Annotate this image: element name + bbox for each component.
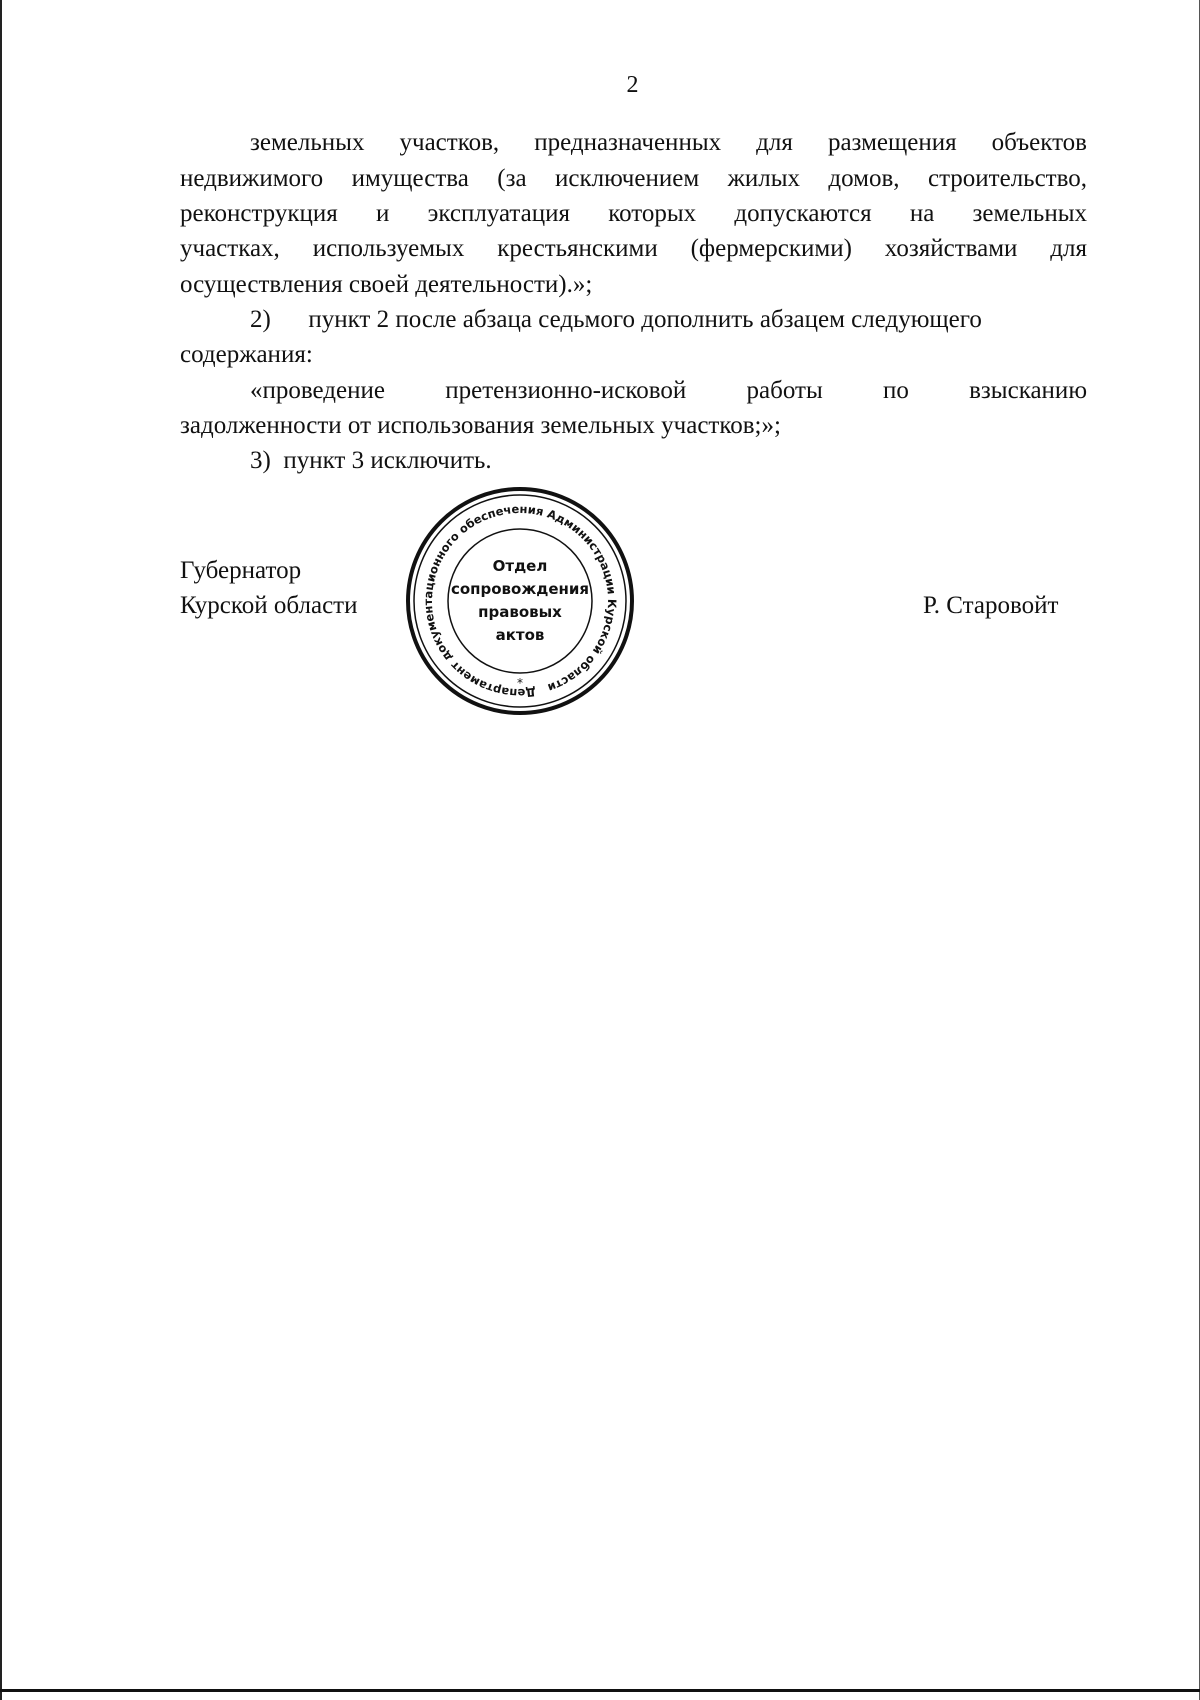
stamp-center-line4: актов — [495, 626, 545, 644]
body-line: реконструкция и эксплуатация которых допускаются на земельных — [180, 200, 1087, 227]
body-line: задолженности от использования земельных участков;»; — [180, 412, 781, 439]
stamp-ring-text: Департамент документационного обеспечения Администрации Курской области — [420, 501, 620, 701]
body-line: 2) пункт 2 после абзаца седьмого дополнить абзацем следующего — [250, 306, 982, 333]
stamp-center-line3: правовых — [478, 603, 562, 621]
body-line: осуществления своей деятельности).»; — [180, 271, 593, 298]
body-line: земельных участков, предназначенных для размещения объектов — [250, 129, 1087, 156]
page-border-left — [0, 0, 2, 1700]
body-line: участках, используемых крестьянскими (фермерскими) хозяйствами для — [180, 235, 1087, 262]
signatory-position-line1: Губернатор — [180, 557, 302, 584]
signatory-position-line2: Курской области — [180, 592, 358, 619]
stamp-center-line2: сопровождения — [450, 580, 590, 598]
signatory-name: Р. Старовойт — [923, 592, 1059, 619]
official-stamp — [395, 476, 645, 726]
page-number: 2 — [626, 72, 639, 98]
svg-text:Департамент документационного — [421, 502, 619, 700]
body-line: недвижимого имущества (за исключением жилых домов, строительство, — [180, 165, 1087, 192]
body-line: содержания: — [180, 341, 313, 368]
body-line: 3) пункт 3 исключить. — [250, 447, 492, 474]
body-line: «проведение претензионно-исковой работы по взысканию — [250, 377, 1087, 404]
stamp-center-line1: Отдел — [492, 557, 548, 575]
page-border-bottom — [0, 1689, 1200, 1692]
stamp-star: * — [517, 676, 523, 690]
